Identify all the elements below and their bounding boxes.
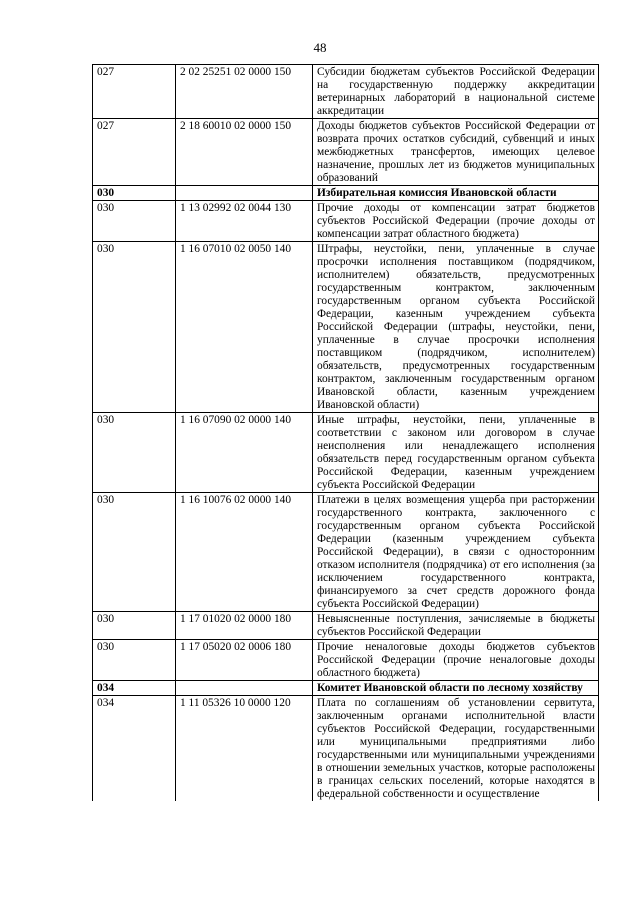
- budget-code-cell: 1 13 02992 02 0044 130: [176, 201, 313, 242]
- admin-code-cell: 030: [93, 186, 176, 201]
- admin-code-cell: 030: [93, 640, 176, 681]
- revenue-code-table: [92, 64, 599, 801]
- admin-code-cell: 027: [93, 119, 176, 186]
- table-row: [93, 493, 599, 612]
- admin-code-cell: 030: [93, 242, 176, 413]
- table-row: [93, 65, 599, 119]
- description-cell: Плата по соглашениям об установлении сервитута, заключенным органами исполнительной власти субъектов Российской Федерации, государственными или муниципальными предприятиями либо государственными или муниципальными учреждениями в отношении земельных участков, которые расположены в границах сельских поселений, которые находятся в федеральной собственности и осуществление: [313, 696, 599, 802]
- description-cell: Платежи в целях возмещения ущерба при расторжении государственного контракта, заключенного с государственным органом субъекта Российской Федерации (казенным учреждением субъекта Российской Федерации), в связи с односторонним отказом исполнителя (подрядчика) от его исполнения (за исключением государственного контракта, финансируемого за счет средств дорожного фонда субъекта Российской Федерации): [313, 493, 599, 612]
- budget-code-cell: 2 18 60010 02 0000 150: [176, 119, 313, 186]
- admin-code-cell: 030: [93, 493, 176, 612]
- budget-code-cell: 1 17 01020 02 0000 180: [176, 612, 313, 640]
- admin-code-cell: 030: [93, 413, 176, 493]
- description-cell: Невыясненные поступления, зачисляемые в бюджеты субъектов Российской Федерации: [313, 612, 599, 640]
- admin-code-cell: 030: [93, 612, 176, 640]
- table-row: [93, 640, 599, 681]
- admin-code-cell: 034: [93, 681, 176, 696]
- description-cell: Прочие доходы от компенсации затрат бюджетов субъектов Российской Федерации (прочие доходы от компенсации затрат областного бюджета): [313, 201, 599, 242]
- table-row: [93, 201, 599, 242]
- admin-code-cell: 027: [93, 65, 176, 119]
- table-row: [93, 119, 599, 186]
- table-row: [93, 696, 599, 802]
- table-row: [93, 413, 599, 493]
- budget-code-cell: 1 11 05326 10 0000 120: [176, 696, 313, 802]
- description-cell: Прочие неналоговые доходы бюджетов субъектов Российской Федерации (прочие неналоговые доходы областного бюджета): [313, 640, 599, 681]
- budget-code-cell: 1 17 05020 02 0006 180: [176, 640, 313, 681]
- budget-code-cell: 1 16 07090 02 0000 140: [176, 413, 313, 493]
- admin-code-cell: 034: [93, 696, 176, 802]
- section-title-cell: Комитет Ивановской области по лесному хозяйству: [313, 681, 599, 696]
- section-title-cell: Избирательная комиссия Ивановской области: [313, 186, 599, 201]
- table-row: [93, 612, 599, 640]
- budget-code-cell: 1 16 07010 02 0050 140: [176, 242, 313, 413]
- description-cell: Доходы бюджетов субъектов Российской Федерации от возврата прочих остатков субсидий, субвенций и иных межбюджетных трансфертов, имеющих целевое назначение, прошлых лет из бюджетов муниципальных образований: [313, 119, 599, 186]
- section-header-row: [93, 681, 599, 696]
- description-cell: Иные штрафы, неустойки, пени, уплаченные в соответствии с законом или договором в случае неисполнения или ненадлежащего исполнения обязательств перед государственным органом субъекта Российской Федерации, казенным учреждением субъекта Российской Федерации: [313, 413, 599, 493]
- description-cell: Штрафы, неустойки, пени, уплаченные в случае просрочки исполнения поставщиком (подрядчиком, исполнителем) обязательств, предусмотренных государственным контрактом, заключенным государственным органом субъекта Российской Федерации, казенным учреждением субъекта Российской Федерации (штрафы, неустойки, пени, уплаченные в случае просрочки исполнения поставщиком (подрядчиком, исполнителем) обязательств, предусмотренных государственным контрактом, заключенным государственным органом Ивановской области, казенным учреждением Ивановской области): [313, 242, 599, 413]
- admin-code-cell: 030: [93, 201, 176, 242]
- table-row: [93, 242, 599, 413]
- description-cell: Субсидии бюджетам субъектов Российской Федерации на государственную поддержку аккредитации ветеринарных лабораторий в национальной системе аккредитации: [313, 65, 599, 119]
- section-header-row: [93, 186, 599, 201]
- budget-code-cell: [176, 186, 313, 201]
- budget-code-cell: 2 02 25251 02 0000 150: [176, 65, 313, 119]
- budget-code-cell: 1 16 10076 02 0000 140: [176, 493, 313, 612]
- page-number: 48: [313, 40, 327, 55]
- budget-code-cell: [176, 681, 313, 696]
